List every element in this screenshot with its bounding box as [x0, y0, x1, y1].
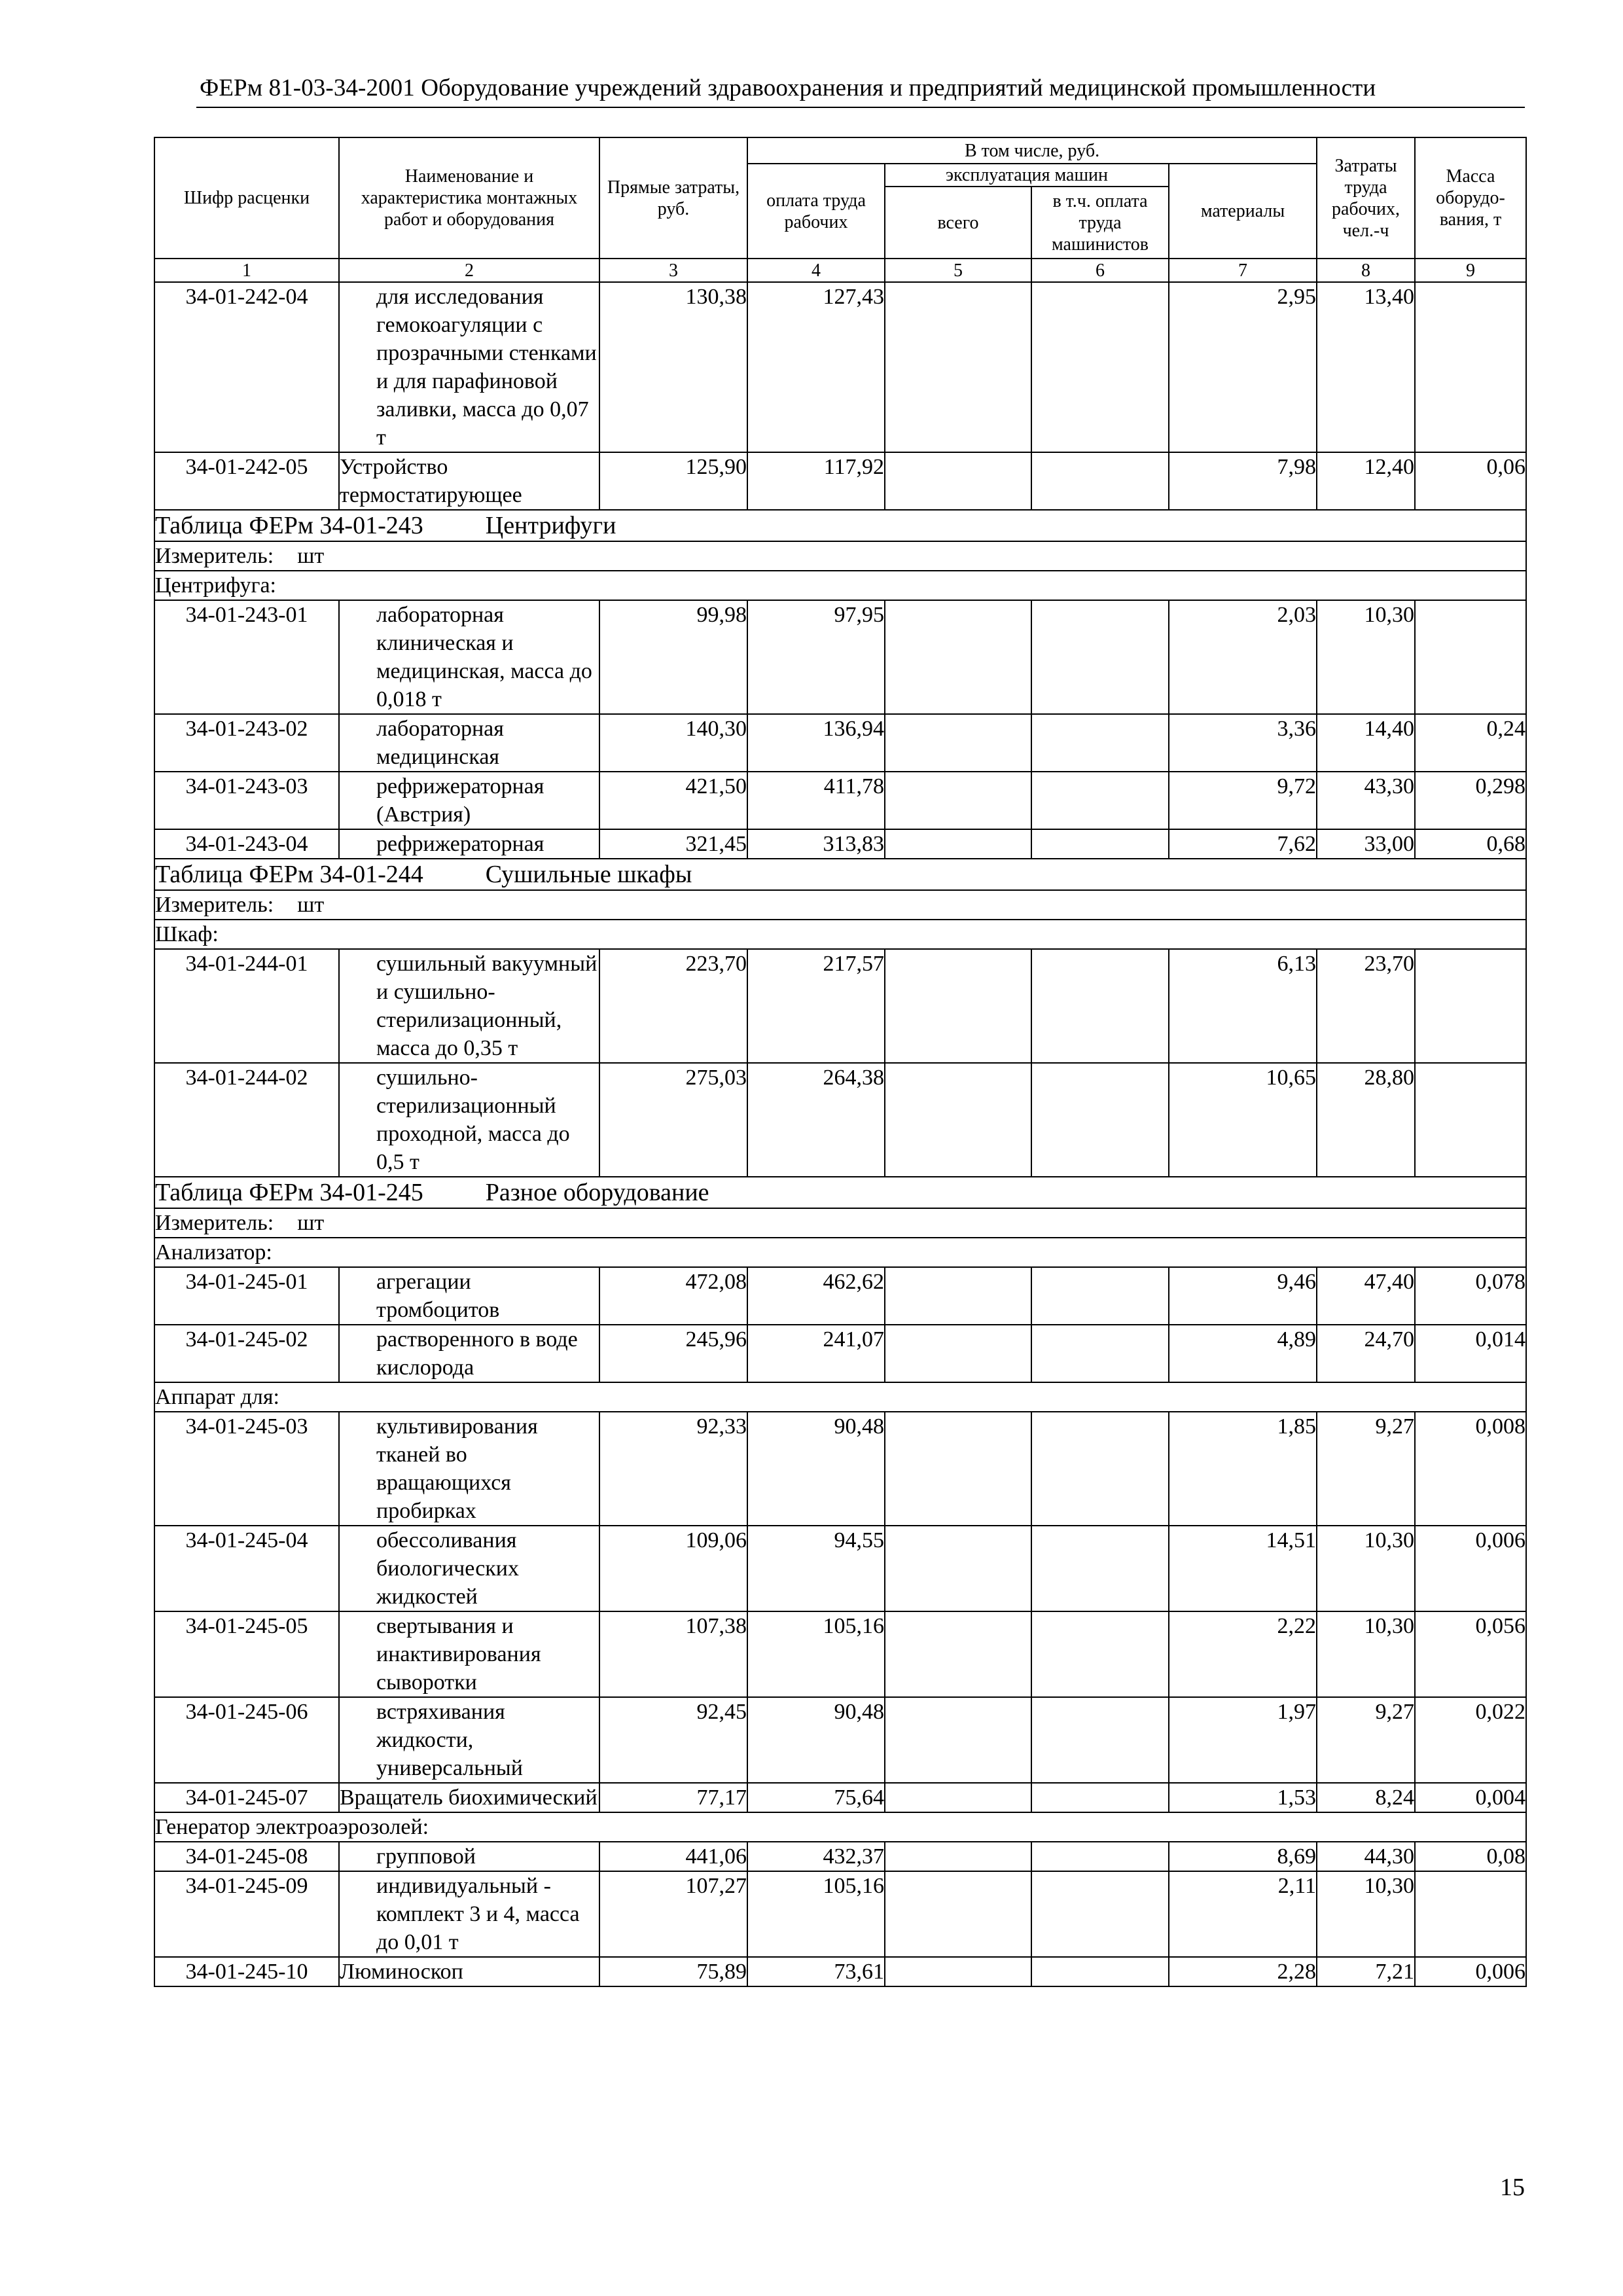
cell-labor-cost: 33,00: [1317, 829, 1415, 859]
section-table-number: Таблица ФЕРм 34-01-244: [155, 861, 423, 888]
page-header-title: ФЕРм 81-03-34-2001 Оборудование учреждений здравоохранения и предприятий медицинской промышленности: [200, 75, 1376, 101]
cell-labor-pay: 75,64: [747, 1783, 885, 1812]
section-title: [154, 510, 1526, 541]
cell-name: для исследования гемокоагуляции с прозрачными стенками и для парафиновой заливки, масса до 0,07 т: [339, 282, 599, 452]
table-row: [154, 714, 1526, 772]
cell-labor-cost: 10,30: [1317, 1871, 1415, 1957]
page-number: 15: [1500, 2174, 1525, 2201]
col-header-code: Шифр расценки: [154, 137, 339, 259]
col-header-labor-pay: оплата труда рабочих: [747, 164, 885, 259]
cell-name: Люминоскоп: [339, 1957, 599, 1986]
cell-labor-pay: 217,57: [747, 949, 885, 1063]
cell-labor-cost: 44,30: [1317, 1842, 1415, 1871]
cell-machines-total: [885, 772, 1031, 829]
table-row: [154, 1325, 1526, 1382]
cell-materials: 7,62: [1169, 829, 1317, 859]
cell-machinist-pay: [1031, 772, 1169, 829]
cell-materials: 4,89: [1169, 1325, 1317, 1382]
cell-mass: [1415, 600, 1526, 714]
cell-mass: 0,008: [1415, 1412, 1526, 1526]
table-row: [154, 1412, 1526, 1526]
cell-machinist-pay: [1031, 1325, 1169, 1382]
col-header-direct: Прямые затраты, руб.: [599, 137, 747, 259]
section-table-name: Центрифуги: [485, 512, 616, 539]
cell-labor-pay: 90,48: [747, 1412, 885, 1526]
group-heading: Центрифуга:: [154, 571, 1526, 600]
cell-name: групповой: [339, 1842, 599, 1871]
cell-code: 34-01-245-03: [154, 1412, 339, 1526]
cell-labor-cost: 12,40: [1317, 452, 1415, 510]
cell-labor-pay: 94,55: [747, 1526, 885, 1611]
cell-labor-pay: 97,95: [747, 600, 885, 714]
group-heading-row: [154, 1382, 1526, 1412]
table-row: [154, 1783, 1526, 1812]
section-title-row: [154, 1177, 1526, 1208]
cell-code: 34-01-245-01: [154, 1267, 339, 1325]
col-number: 6: [1031, 259, 1169, 282]
cell-machines-total: [885, 1697, 1031, 1783]
cell-labor-pay: 241,07: [747, 1325, 885, 1382]
cell-machines-total: [885, 1871, 1031, 1957]
cell-code: 34-01-245-09: [154, 1871, 339, 1957]
cell-materials: 8,69: [1169, 1842, 1317, 1871]
cell-machinist-pay: [1031, 1697, 1169, 1783]
table-head: [154, 137, 1526, 282]
table-row: [154, 1267, 1526, 1325]
cell-materials: 2,11: [1169, 1871, 1317, 1957]
table-body: [154, 282, 1526, 1986]
cell-materials: 9,46: [1169, 1267, 1317, 1325]
cell-machinist-pay: [1031, 452, 1169, 510]
cell-name: культивирования тканей во вращающихся пробирках: [339, 1412, 599, 1526]
cell-direct: 77,17: [599, 1783, 747, 1812]
section-table-number: Таблица ФЕРм 34-01-243: [155, 512, 423, 539]
table-row: [154, 1697, 1526, 1783]
section-title-row: [154, 510, 1526, 541]
header-rule: [196, 107, 1525, 108]
cell-direct: 130,38: [599, 282, 747, 452]
table-row: [154, 829, 1526, 859]
col-number: 8: [1317, 259, 1415, 282]
cell-machines-total: [885, 1325, 1031, 1382]
cell-mass: [1415, 1063, 1526, 1177]
cell-mass: 0,014: [1415, 1325, 1526, 1382]
cell-direct: 107,38: [599, 1611, 747, 1697]
cell-labor-pay: 462,62: [747, 1267, 885, 1325]
cell-labor-cost: 14,40: [1317, 714, 1415, 772]
cell-direct: 107,27: [599, 1871, 747, 1957]
cell-direct: 275,03: [599, 1063, 747, 1177]
cell-code: 34-01-243-01: [154, 600, 339, 714]
cell-machines-total: [885, 1842, 1031, 1871]
col-number: 9: [1415, 259, 1526, 282]
cell-materials: 7,98: [1169, 452, 1317, 510]
col-header-including: В том числе, руб.: [747, 137, 1317, 164]
cell-labor-pay: 90,48: [747, 1697, 885, 1783]
cell-code: 34-01-245-05: [154, 1611, 339, 1697]
rates-table: [154, 137, 1527, 1987]
cell-code: 34-01-243-03: [154, 772, 339, 829]
col-header-mass: Масса оборудо-вания, т: [1415, 137, 1526, 259]
cell-code: 34-01-244-01: [154, 949, 339, 1063]
cell-name: индивидуальный - комплект 3 и 4, масса до 0,01 т: [339, 1871, 599, 1957]
measure-unit: шт: [297, 544, 325, 568]
cell-name: лабораторная клиническая и медицинская, масса до 0,018 т: [339, 600, 599, 714]
cell-mass: 0,006: [1415, 1957, 1526, 1986]
col-header-machines-total: всего: [885, 187, 1031, 259]
cell-materials: 1,97: [1169, 1697, 1317, 1783]
table-row: [154, 949, 1526, 1063]
cell-code: 34-01-245-06: [154, 1697, 339, 1783]
cell-labor-pay: 136,94: [747, 714, 885, 772]
cell-direct: 245,96: [599, 1325, 747, 1382]
cell-materials: 2,03: [1169, 600, 1317, 714]
section-measure: [154, 1208, 1526, 1238]
cell-labor-pay: 105,16: [747, 1611, 885, 1697]
cell-mass: 0,056: [1415, 1611, 1526, 1697]
cell-machinist-pay: [1031, 1611, 1169, 1697]
col-header-materials: материалы: [1169, 164, 1317, 259]
cell-machinist-pay: [1031, 1267, 1169, 1325]
cell-mass: 0,298: [1415, 772, 1526, 829]
measure-unit: шт: [297, 893, 325, 917]
group-heading-row: [154, 571, 1526, 600]
table-row: [154, 1871, 1526, 1957]
cell-labor-cost: 9,27: [1317, 1697, 1415, 1783]
cell-code: 34-01-245-04: [154, 1526, 339, 1611]
cell-mass: [1415, 282, 1526, 452]
group-heading-row: [154, 1812, 1526, 1842]
cell-name: обессоливания биологических жидкостей: [339, 1526, 599, 1611]
cell-code: 34-01-243-04: [154, 829, 339, 859]
table-row: [154, 1957, 1526, 1986]
cell-labor-cost: 10,30: [1317, 1526, 1415, 1611]
cell-direct: 92,45: [599, 1697, 747, 1783]
table-row: [154, 282, 1526, 452]
cell-name: сушильно-стерилизационный проходной, масса до 0,5 т: [339, 1063, 599, 1177]
cell-direct: 321,45: [599, 829, 747, 859]
cell-machinist-pay: [1031, 282, 1169, 452]
col-header-machinist-pay: в т.ч. оплата труда машинистов: [1031, 187, 1169, 259]
measure-label: Измеритель:: [155, 544, 274, 568]
cell-direct: 75,89: [599, 1957, 747, 1986]
cell-mass: 0,022: [1415, 1697, 1526, 1783]
cell-labor-cost: 28,80: [1317, 1063, 1415, 1177]
cell-machines-total: [885, 714, 1031, 772]
cell-labor-pay: 105,16: [747, 1871, 885, 1957]
cell-machines-total: [885, 1526, 1031, 1611]
cell-name: встряхивания жидкости, универсальный: [339, 1697, 599, 1783]
cell-machinist-pay: [1031, 1783, 1169, 1812]
cell-name: Вращатель биохимический: [339, 1783, 599, 1812]
cell-machines-total: [885, 1412, 1031, 1526]
cell-direct: 140,30: [599, 714, 747, 772]
cell-machines-total: [885, 282, 1031, 452]
col-number: 1: [154, 259, 339, 282]
cell-mass: [1415, 949, 1526, 1063]
table-row: [154, 1842, 1526, 1871]
cell-direct: 421,50: [599, 772, 747, 829]
cell-direct: 472,08: [599, 1267, 747, 1325]
cell-mass: 0,004: [1415, 1783, 1526, 1812]
cell-name: свертывания и инактивирования сыворотки: [339, 1611, 599, 1697]
section-measure: [154, 890, 1526, 920]
cell-mass: 0,078: [1415, 1267, 1526, 1325]
section-table-name: Сушильные шкафы: [485, 861, 692, 888]
cell-direct: 125,90: [599, 452, 747, 510]
cell-materials: 10,65: [1169, 1063, 1317, 1177]
cell-machinist-pay: [1031, 1842, 1169, 1871]
cell-materials: 6,13: [1169, 949, 1317, 1063]
col-number: 7: [1169, 259, 1317, 282]
cell-machines-total: [885, 949, 1031, 1063]
section-measure-row: [154, 890, 1526, 920]
cell-code: 34-01-242-04: [154, 282, 339, 452]
cell-labor-cost: 8,24: [1317, 1783, 1415, 1812]
cell-labor-cost: 47,40: [1317, 1267, 1415, 1325]
group-heading: Анализатор:: [154, 1238, 1526, 1267]
cell-machines-total: [885, 1611, 1031, 1697]
section-measure: [154, 541, 1526, 571]
cell-labor-pay: 73,61: [747, 1957, 885, 1986]
cell-materials: 2,28: [1169, 1957, 1317, 1986]
cell-name: рефрижераторная (Австрия): [339, 772, 599, 829]
section-measure-row: [154, 541, 1526, 571]
group-heading-row: [154, 1238, 1526, 1267]
cell-code: 34-01-242-05: [154, 452, 339, 510]
col-number: 3: [599, 259, 747, 282]
cell-labor-cost: 24,70: [1317, 1325, 1415, 1382]
group-heading-row: [154, 920, 1526, 949]
col-number: 5: [885, 259, 1031, 282]
cell-labor-pay: 411,78: [747, 772, 885, 829]
cell-direct: 99,98: [599, 600, 747, 714]
cell-labor-pay: 264,38: [747, 1063, 885, 1177]
table-row: [154, 1063, 1526, 1177]
cell-materials: 1,85: [1169, 1412, 1317, 1526]
cell-materials: 2,95: [1169, 282, 1317, 452]
cell-machines-total: [885, 452, 1031, 510]
cell-labor-cost: 7,21: [1317, 1957, 1415, 1986]
cell-labor-cost: 23,70: [1317, 949, 1415, 1063]
section-table-name: Разное оборудование: [485, 1179, 709, 1206]
cell-name: сушильный вакуумный и сушильно-стерилизационный, масса до 0,35 т: [339, 949, 599, 1063]
cell-mass: 0,08: [1415, 1842, 1526, 1871]
cell-code: 34-01-243-02: [154, 714, 339, 772]
cell-name: растворенного в воде кислорода: [339, 1325, 599, 1382]
cell-machinist-pay: [1031, 1412, 1169, 1526]
group-heading: Аппарат для:: [154, 1382, 1526, 1412]
col-number: 4: [747, 259, 885, 282]
cell-labor-pay: 117,92: [747, 452, 885, 510]
table-row: [154, 1611, 1526, 1697]
col-header-name: Наименование и характеристика монтажных работ и оборудования: [339, 137, 599, 259]
col-header-machines: эксплуатация машин: [885, 164, 1169, 187]
group-heading: Генератор электроаэрозолей:: [154, 1812, 1526, 1842]
cell-direct: 223,70: [599, 949, 747, 1063]
section-title-row: [154, 859, 1526, 890]
cell-mass: 0,24: [1415, 714, 1526, 772]
cell-machines-total: [885, 600, 1031, 714]
table-row: [154, 452, 1526, 510]
cell-machines-total: [885, 1267, 1031, 1325]
cell-name: лабораторная медицинская: [339, 714, 599, 772]
group-heading: Шкаф:: [154, 920, 1526, 949]
cell-machinist-pay: [1031, 714, 1169, 772]
cell-machinist-pay: [1031, 1063, 1169, 1177]
cell-name: рефрижераторная: [339, 829, 599, 859]
cell-code: 34-01-245-10: [154, 1957, 339, 1986]
cell-code: 34-01-245-07: [154, 1783, 339, 1812]
cell-machinist-pay: [1031, 1871, 1169, 1957]
section-title: [154, 1177, 1526, 1208]
cell-code: 34-01-245-02: [154, 1325, 339, 1382]
measure-unit: шт: [297, 1211, 325, 1235]
cell-direct: 109,06: [599, 1526, 747, 1611]
table-row: [154, 772, 1526, 829]
cell-machines-total: [885, 829, 1031, 859]
table-row: [154, 1526, 1526, 1611]
measure-label: Измеритель:: [155, 1211, 274, 1235]
cell-labor-cost: 43,30: [1317, 772, 1415, 829]
col-header-labor-cost: Затраты труда рабочих, чел.-ч: [1317, 137, 1415, 259]
cell-machines-total: [885, 1063, 1031, 1177]
cell-name: агрегации тромбоцитов: [339, 1267, 599, 1325]
cell-labor-cost: 10,30: [1317, 600, 1415, 714]
cell-materials: 1,53: [1169, 1783, 1317, 1812]
cell-materials: 9,72: [1169, 772, 1317, 829]
cell-labor-cost: 10,30: [1317, 1611, 1415, 1697]
measure-label: Измеритель:: [155, 893, 274, 917]
section-measure-row: [154, 1208, 1526, 1238]
cell-labor-pay: 313,83: [747, 829, 885, 859]
cell-mass: 0,06: [1415, 452, 1526, 510]
cell-labor-cost: 13,40: [1317, 282, 1415, 452]
cell-mass: 0,68: [1415, 829, 1526, 859]
cell-machines-total: [885, 1957, 1031, 1986]
cell-mass: 0,006: [1415, 1526, 1526, 1611]
table-row: [154, 600, 1526, 714]
cell-materials: 3,36: [1169, 714, 1317, 772]
cell-materials: 2,22: [1169, 1611, 1317, 1697]
cell-code: 34-01-244-02: [154, 1063, 339, 1177]
cell-labor-pay: 432,37: [747, 1842, 885, 1871]
section-title: [154, 859, 1526, 890]
cell-machinist-pay: [1031, 829, 1169, 859]
col-number: 2: [339, 259, 599, 282]
cell-name: Устройство термостатирующее: [339, 452, 599, 510]
cell-direct: 441,06: [599, 1842, 747, 1871]
cell-code: 34-01-245-08: [154, 1842, 339, 1871]
cell-machines-total: [885, 1783, 1031, 1812]
cell-labor-cost: 9,27: [1317, 1412, 1415, 1526]
cell-machinist-pay: [1031, 600, 1169, 714]
cell-labor-pay: 127,43: [747, 282, 885, 452]
cell-direct: 92,33: [599, 1412, 747, 1526]
section-table-number: Таблица ФЕРм 34-01-245: [155, 1179, 423, 1206]
cell-machinist-pay: [1031, 1957, 1169, 1986]
cell-mass: [1415, 1871, 1526, 1957]
cell-machinist-pay: [1031, 949, 1169, 1063]
cell-materials: 14,51: [1169, 1526, 1317, 1611]
cell-machinist-pay: [1031, 1526, 1169, 1611]
